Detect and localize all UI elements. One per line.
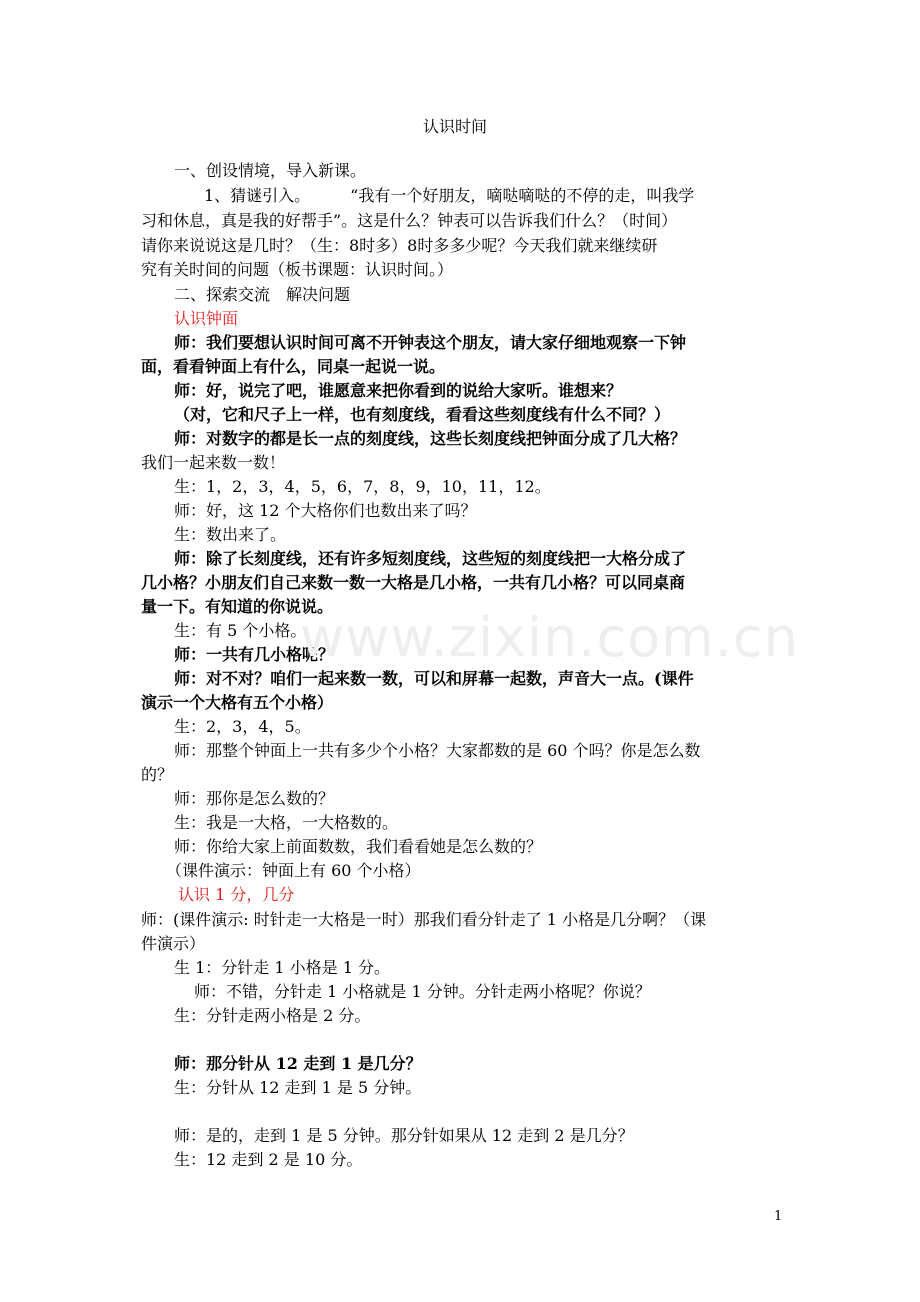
paragraph-line: 生：12 走到 2 是 10 分。 bbox=[174, 1150, 363, 1169]
paragraph-line: 师：那你是怎么数的？ bbox=[174, 789, 335, 808]
watermark: www.zixin.com.cn bbox=[300, 606, 799, 669]
paragraph-line: 生：分针走两小格是 2 分。 bbox=[174, 1006, 371, 1025]
paragraph-line: 师：对数字的都是长一点的刻度线，这些长刻度线把钟面分成了几大格？ bbox=[174, 429, 687, 448]
paragraph-line: 习和休息，真是我的好帮手”。这是什么？钟表可以告诉我们什么？（时间） bbox=[141, 211, 678, 230]
paragraph-line: 生 1：分针走 1 小格是 1 分。 bbox=[174, 958, 390, 977]
paragraph-line: 生：2，3，4，5。 bbox=[174, 717, 311, 736]
section-heading: 二、探索交流 解决问题 bbox=[174, 285, 351, 304]
paragraph-line: 几小格？小朋友们自己来数一数一大格是几小格，一共有几小格？可以同桌商 bbox=[141, 573, 686, 592]
paragraph-line: （对，它和尺子上一样，也有刻度线，看看这些刻度线有什么不同？） bbox=[174, 405, 671, 424]
paragraph-line: 师：对不对？咱们一起来数一数，可以和屏幕一起数，声音大一点。(课件 bbox=[174, 669, 694, 688]
page-number: 1 bbox=[774, 1209, 783, 1224]
paragraph-line: 量一下。有知道的你说说。 bbox=[141, 597, 334, 616]
paragraph-line: 师：我们要想认识时间可离不开钟表这个朋友，请大家仔细地观察一下钟 bbox=[174, 333, 687, 352]
paragraph-line: 生：我是一大格，一大格数的。 bbox=[174, 813, 399, 832]
paragraph-line: 师：好，说完了吧，谁愿意来把你看到的说给大家听。谁想来？ bbox=[174, 381, 623, 400]
paragraph-line: 面，看看钟面上有什么，同桌一起说一说。 bbox=[141, 357, 446, 376]
paragraph-line: 师：好，这 12 个大格你们也数出来了吗？ bbox=[174, 501, 477, 520]
page-title: 认识时间 bbox=[423, 117, 488, 136]
subsection-heading: 认识钟面 bbox=[174, 309, 239, 328]
paragraph-line: 师：是的，走到 1 是 5 分钟。那分针如果从 12 走到 2 是几分？ bbox=[174, 1126, 634, 1145]
paragraph-line: 师：你给大家上前面数数，我们看看她是怎么数的？ bbox=[174, 837, 543, 856]
paragraph-line: 件演示） bbox=[141, 934, 206, 953]
paragraph-line: 我们一起来数一数！ bbox=[141, 453, 286, 472]
paragraph-line: 生：分针从 12 走到 1 是 5 分钟。 bbox=[174, 1078, 422, 1097]
paragraph-line: 究有关时间的问题（板书课题：认识时间。） bbox=[141, 260, 454, 279]
paragraph-line: 师：(课件演示: 时针走一大格是一时）那我们看分针走了 1 小格是几分啊？（课 bbox=[141, 910, 707, 929]
paragraph-line: 生：1，2，3，4，5，6，7，8，9，10，11，12。 bbox=[174, 477, 551, 496]
paragraph-line: 演示一个大格有五个小格） bbox=[141, 693, 334, 712]
paragraph-line: 生：数出来了。 bbox=[174, 525, 287, 544]
paragraph-line: 师：那整个钟面上一共有多少个小格？大家都数的是 60 个吗？你是怎么数 bbox=[174, 741, 701, 760]
section-heading: 一、创设情境，导入新课。 bbox=[174, 161, 367, 180]
paragraph-line: 请你来说说这是几时？（生：8时多）8时多多少呢？今天我们就来继续研 bbox=[141, 236, 658, 255]
paragraph-line: 师：不错，分针走 1 小格就是 1 分钟。分针走两小格呢？你说？ bbox=[194, 982, 651, 1001]
paragraph-line: 生：有 5 个小格。 bbox=[174, 621, 307, 640]
paragraph-line: 1、猜谜引入。 “我有一个好朋友，嘀哒嘀哒的不停的走，叫我学 bbox=[204, 186, 695, 205]
paragraph-line: 师：一共有几小格呢？ bbox=[174, 645, 335, 664]
paragraph-line: 的？ bbox=[141, 765, 174, 784]
paragraph-line: 师：那分针从 12 走到 1 是几分？ bbox=[174, 1054, 422, 1073]
subsection-heading: 认识 1 分，几分 bbox=[178, 885, 295, 904]
paragraph-line: （课件演示：钟面上有 60 个小格） bbox=[166, 861, 421, 880]
paragraph-line: 师：除了长刻度线，还有许多短刻度线，这些短的刻度线把一大格分成了 bbox=[174, 549, 687, 568]
